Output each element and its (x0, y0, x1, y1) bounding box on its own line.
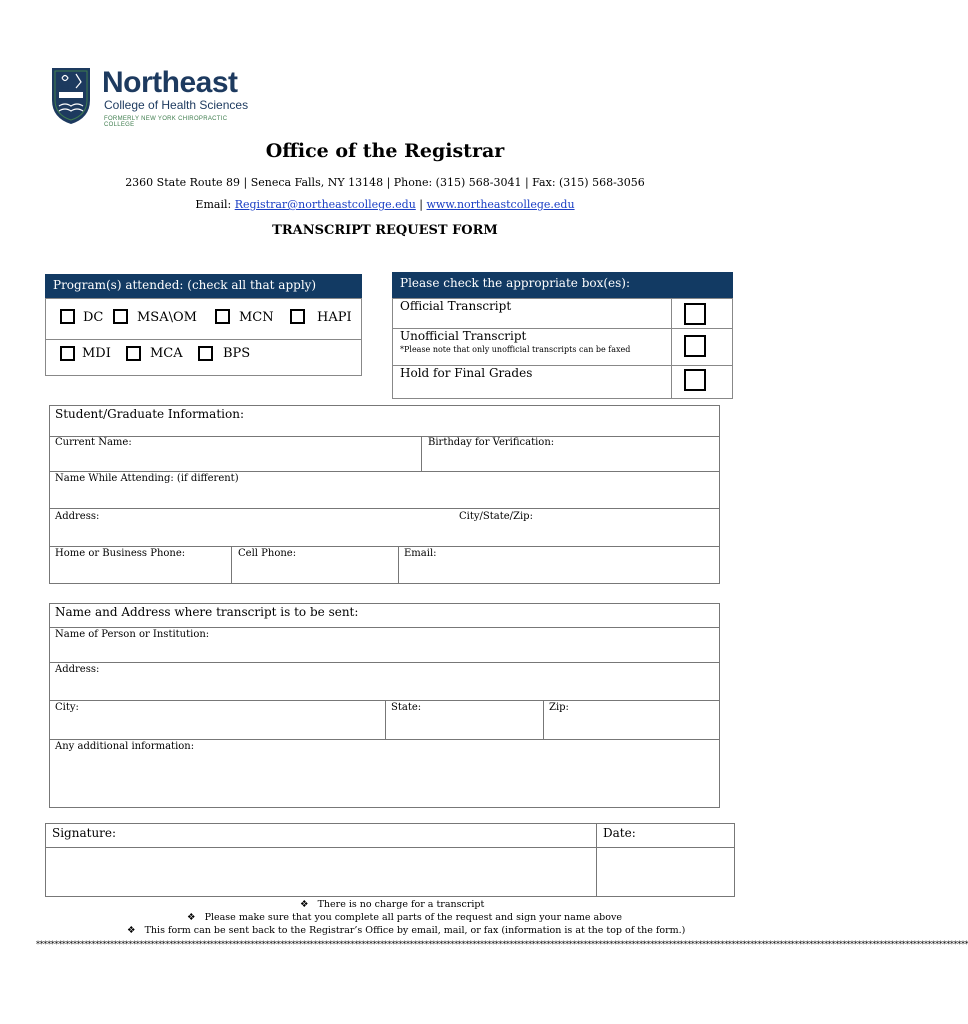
programs-heading: Program(s) attended: (check all that apply) (45, 274, 362, 298)
recipient-name-label: Name of Person or Institution: (55, 629, 210, 640)
program-label-mca: MCA (150, 346, 183, 361)
checkbox-unofficial[interactable] (684, 335, 706, 357)
note-item (187, 912, 622, 923)
student-section-title: Student/Graduate Information: (55, 407, 244, 421)
note-item (127, 925, 685, 936)
date-label: Date: (603, 826, 636, 840)
note-item (300, 899, 484, 910)
checkbox-mdi[interactable] (60, 346, 75, 361)
request-type-heading: Please check the appropriate box(es): (392, 272, 733, 298)
note-text: This form can be sent back to the Registrar’s Office by email, mail, or fax (information is at the top of the form.) (144, 925, 686, 936)
program-label-mdi: MDI (82, 346, 111, 361)
checkbox-mca[interactable] (126, 346, 141, 361)
note-text: There is no charge for a transcript (317, 899, 485, 910)
home-phone-label: Home or Business Phone: (55, 548, 186, 559)
unofficial-transcript-label: Unofficial Transcript (400, 329, 527, 343)
diamond-bullet-icon: ❖ (127, 925, 136, 936)
recipient-section-title: Name and Address where transcript is to be sent: (55, 605, 359, 619)
checkbox-official[interactable] (684, 303, 706, 325)
divider-stars: ************************************************************************************************************************************************************************************************************************************************************ (36, 940, 968, 949)
logo-name: Northeast (102, 66, 238, 99)
name-while-attending-label: Name While Attending: (if different) (55, 473, 239, 484)
recipient-zip-field[interactable] (543, 700, 720, 740)
signature-label: Signature: (52, 826, 117, 840)
email-link[interactable]: Registrar@northeastcollege.edu (234, 198, 416, 211)
program-label-msaom: MSA\OM (137, 310, 197, 325)
checkbox-hapi[interactable] (290, 309, 305, 324)
page-title: Office of the Registrar (265, 140, 505, 162)
diamond-bullet-icon: ❖ (187, 912, 196, 923)
student-address-field[interactable] (49, 508, 720, 547)
unofficial-note: *Please note that only unofficial transcripts can be faxed (400, 345, 631, 354)
signature-field[interactable] (45, 847, 597, 897)
birthday-label: Birthday for Verification: (428, 437, 555, 448)
program-label-bps: BPS (223, 346, 251, 361)
note-text: Please make sure that you complete all parts of the request and sign your name above (204, 912, 622, 923)
website-link[interactable]: www.northeastcollege.edu (426, 198, 575, 211)
current-name-label: Current Name: (55, 437, 132, 448)
hold-grades-label: Hold for Final Grades (400, 366, 533, 380)
program-label-hapi: HAPI (317, 310, 352, 325)
checkbox-bps[interactable] (198, 346, 213, 361)
program-label-dc: DC (83, 310, 104, 325)
college-logo (36, 60, 258, 130)
recipient-city-field[interactable] (49, 700, 386, 740)
checkbox-mcn[interactable] (215, 309, 230, 324)
separator: | (415, 198, 427, 211)
additional-info-label: Any additional information: (55, 741, 195, 752)
program-label-mcn: MCN (239, 310, 274, 325)
student-email-field[interactable] (398, 546, 720, 584)
recipient-address-label: Address: (55, 664, 100, 675)
contact-line (0, 198, 770, 211)
recipient-city-label: City: (55, 702, 79, 713)
recipient-state-label: State: (391, 702, 422, 713)
diamond-bullet-icon: ❖ (300, 899, 309, 910)
checkbox-msaom[interactable] (113, 309, 128, 324)
checkbox-hold[interactable] (684, 369, 706, 391)
logo-formerly: FORMERLY NEW YORK CHIROPRACTIC COLLEGE (104, 116, 228, 128)
logo-year: 1919 (58, 85, 70, 91)
date-field[interactable] (596, 847, 735, 897)
checkbox-dc[interactable] (60, 309, 75, 324)
address-line: 2360 State Route 89 | Seneca Falls, NY 13148 | Phone: (315) 568-3041 | Fax: (315) 568-3056 (125, 176, 645, 189)
official-transcript-label: Official Transcript (400, 299, 512, 313)
student-address-label: Address: (55, 511, 100, 522)
student-email-label: Email: (404, 548, 437, 559)
recipient-address-field[interactable] (49, 662, 720, 701)
signature-header (45, 823, 597, 848)
cell-phone-label: Cell Phone: (238, 548, 297, 559)
shield-crest-icon (50, 66, 92, 126)
recipient-zip-label: Zip: (549, 702, 569, 713)
logo-subtitle: College of Health Sciences (104, 98, 249, 112)
email-label: Email: (195, 198, 235, 211)
city-state-zip-label: City/State/Zip: (459, 511, 533, 522)
form-title: TRANSCRIPT REQUEST FORM (272, 223, 498, 238)
